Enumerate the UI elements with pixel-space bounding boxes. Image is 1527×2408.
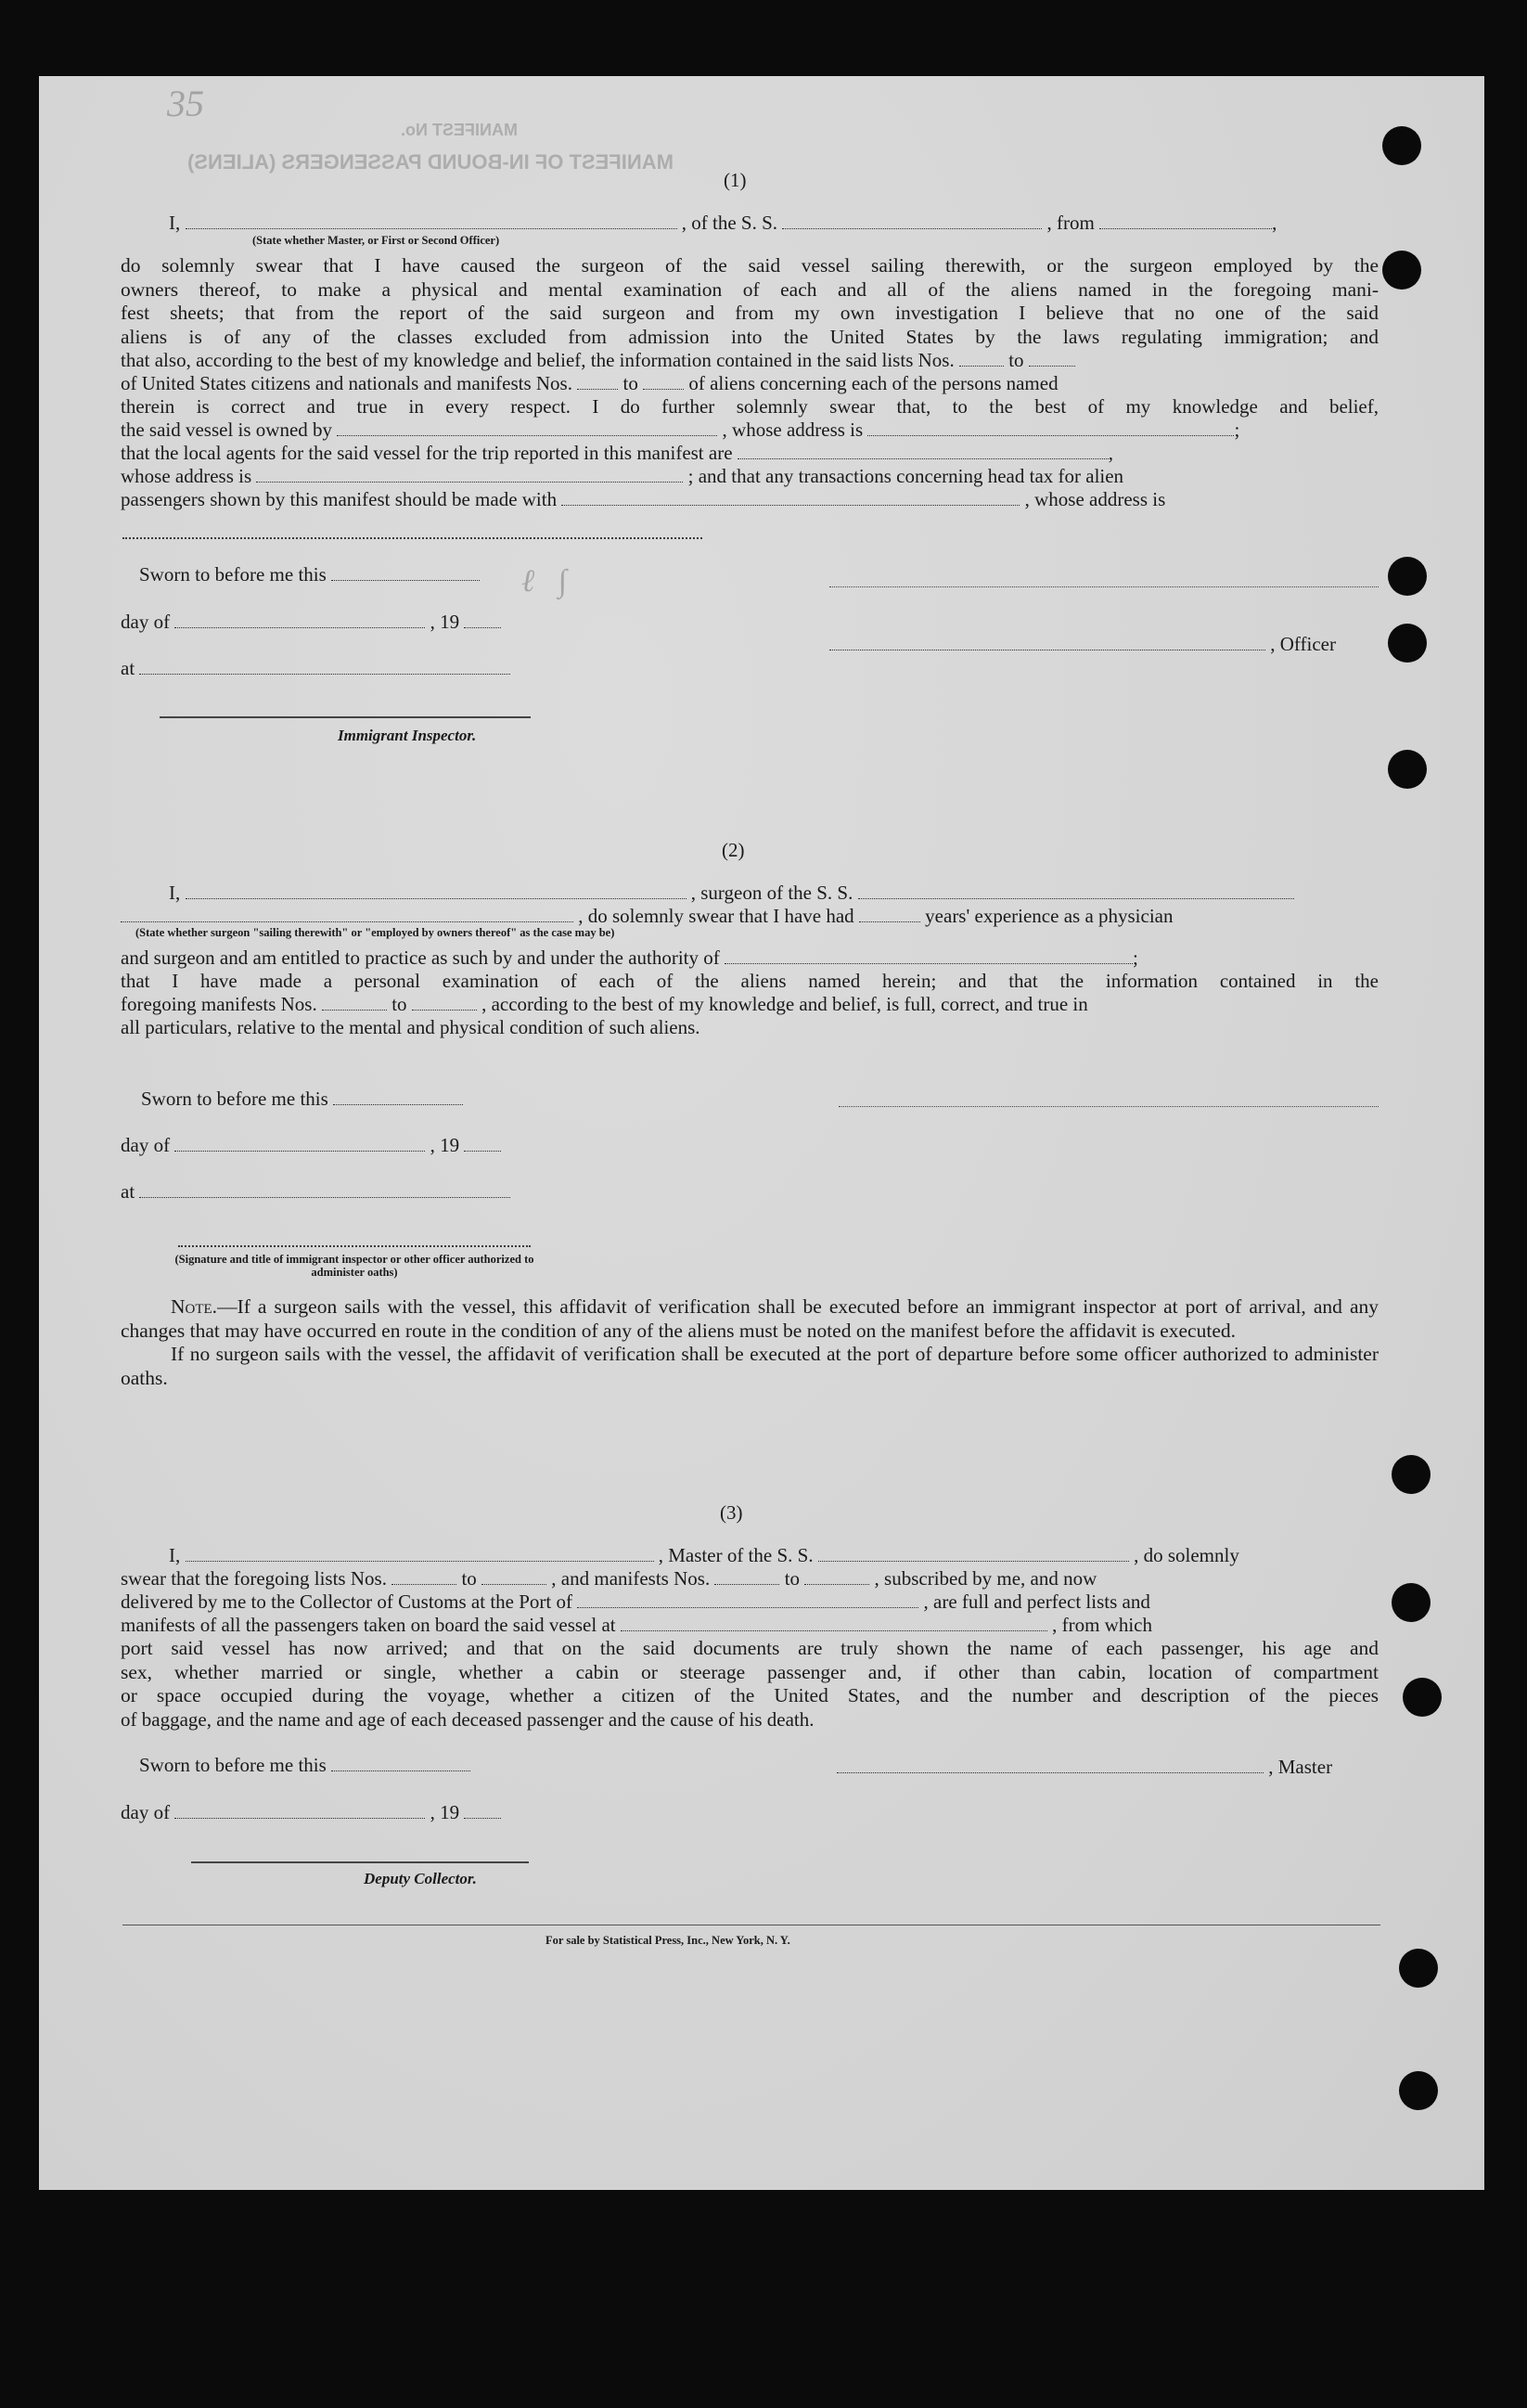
s1-i-label: I,: [169, 212, 181, 234]
s3-solemnly-label: , do solemnly: [1134, 1544, 1239, 1566]
s3-para-line: or space occupied during the voyage, whether a citizen of the United States, and the number and description of the pieces: [121, 1684, 1379, 1707]
s3-boarding-port-field[interactable]: [621, 1625, 1047, 1631]
s1-inspector-signature-line[interactable]: [160, 716, 531, 718]
s1-lists-from-field[interactable]: [959, 360, 1004, 367]
punch-hole: [1399, 1949, 1438, 1988]
s1-at-field[interactable]: [139, 668, 510, 675]
s3-para-line: port said vessel has now arrived; and that on the said documents are truly shown the name of each passenger, his age and: [121, 1637, 1379, 1659]
punch-hole: [1399, 2071, 1438, 2110]
s2-years-label: years' experience as a physician: [925, 905, 1174, 927]
s3-manifest-from-field[interactable]: [714, 1578, 779, 1585]
s1-from-label: , from: [1046, 212, 1095, 234]
s1-officer-signature-field[interactable]: [829, 644, 1265, 650]
s2-vessel-field[interactable]: [858, 893, 1294, 899]
s2-i-label: I,: [169, 882, 181, 904]
bleed-through-manifest: MANIFEST No.: [401, 121, 518, 139]
s1-lists-to-field[interactable]: [1029, 360, 1075, 367]
note-paragraph-1: —If a surgeon sails with the vessel, this affidavit of verification shall be executed before an immigrant inspector at port of arrival, and any changes that may have occurred en route in the condition of any of the aliens must be noted on the manifest before the affidavit is executed.: [121, 1295, 1379, 1342]
s3-lists-from-field[interactable]: [391, 1578, 456, 1585]
faint-stamp-mark: ℓ ∫: [521, 564, 567, 599]
s1-para-line: fest sheets; that from the report of the said surgeon and from my own investigation I believe that no one of the said: [121, 302, 1379, 325]
s2-year-field[interactable]: [464, 1145, 501, 1152]
s3-oath-paragraph: [121, 1637, 1379, 1708]
s3-para-line: sex, whether married or single, whether a cabin or steerage passenger and, if other than cabin, location of compartment: [121, 1660, 1379, 1683]
s1-para-line: do solemnly swear that I have caused the surgeon of the said vessel sailing therewith, or the surgeon employed by the: [121, 254, 1379, 277]
s1-head-tax-agent-field[interactable]: [561, 499, 1020, 506]
form-page: [39, 76, 1484, 2190]
s2-sworn-date-field[interactable]: [333, 1099, 463, 1105]
s2-signature-line[interactable]: [839, 1106, 1379, 1107]
s1-line1-end: ,: [1272, 212, 1277, 234]
s3-boarded-label: manifests of all the passengers taken on board the said vessel at: [121, 1614, 616, 1636]
s2-examination-line: that I have made a personal examination of each of the aliens named herein; and that the information contained in the: [121, 970, 1379, 992]
s2-sworn-label: Sworn to before me this: [141, 1088, 328, 1110]
s1-of-ss-label: , of the S. S.: [681, 212, 778, 234]
s1-officer-name-field[interactable]: [186, 223, 677, 229]
s2-dayof-label: day of: [121, 1134, 171, 1156]
punch-hole: [1392, 1583, 1431, 1622]
section-2-number: (2): [722, 839, 745, 861]
s3-year-field[interactable]: [464, 1812, 501, 1819]
s3-master-signature-field[interactable]: [837, 1767, 1264, 1773]
s3-port-field[interactable]: [577, 1602, 918, 1608]
s1-sworn-date-field[interactable]: [331, 574, 480, 581]
s2-inspector-signature-line[interactable]: [178, 1245, 531, 1247]
s3-manifests-label: , and manifests Nos.: [551, 1567, 711, 1590]
s3-sworn-date-field[interactable]: [331, 1765, 470, 1771]
section-1-number: (1): [724, 169, 747, 191]
section-3-number: (3): [720, 1501, 743, 1524]
s3-master-name-field[interactable]: [186, 1555, 654, 1562]
s1-owned-end: ;: [1234, 419, 1240, 441]
s2-knowledge-label: , according to the best of my knowledge and belief, is full, correct, and true in: [481, 993, 1088, 1015]
s1-inspector-label: Immigrant Inspector.: [338, 727, 477, 744]
s1-correct-line: therein is correct and true in every respect. I do further solemnly swear that, to the best of my knowledge and belief,: [121, 395, 1379, 418]
s1-agent-address-label: , whose address is: [1024, 488, 1166, 510]
s2-authority-field[interactable]: [725, 958, 1133, 964]
s1-lists-line: that also, according to the best of my knowledge and belief, the information contained in the said lists Nos.: [121, 349, 955, 371]
s1-manifest-from-field[interactable]: [577, 383, 618, 390]
s3-from-which-label: , from which: [1052, 1614, 1152, 1636]
s1-owned-label: the said vessel is owned by: [121, 419, 333, 441]
s3-master-ss-label: , Master of the S. S.: [658, 1544, 814, 1566]
punch-hole: [1382, 126, 1421, 165]
s1-manifest-to-field[interactable]: [643, 383, 684, 390]
s1-dayof-label: day of: [121, 611, 171, 633]
s2-at-label: at: [121, 1180, 135, 1203]
s1-citizens-label: of United States citizens and nationals and manifests Nos.: [121, 372, 572, 394]
s2-surgeon-ss-label: , surgeon of the S. S.: [690, 882, 853, 904]
s2-surgeon-name-field[interactable]: [186, 893, 687, 899]
s3-year-label: , 19: [430, 1801, 460, 1823]
s2-years-field[interactable]: [859, 916, 920, 922]
s3-manifest-to-label: to: [784, 1567, 801, 1590]
s2-manifest-from-field[interactable]: [322, 1004, 387, 1011]
s2-authority-label: and surgeon and am entitled to practice as such by and under the authority of: [121, 946, 720, 969]
corner-number: 35: [167, 83, 204, 124]
s1-at-label: at: [121, 657, 135, 679]
s1-signature-line[interactable]: [829, 586, 1379, 587]
s3-subscribed-label: , subscribed by me, and now: [874, 1567, 1097, 1590]
note-label: Note.: [171, 1295, 218, 1318]
s2-surgeon-status-field[interactable]: [121, 916, 573, 922]
s3-lists-label: swear that the foregoing lists Nos.: [121, 1567, 387, 1590]
s2-manifest-to-field[interactable]: [412, 1004, 477, 1011]
s1-agents-field[interactable]: [738, 453, 1109, 459]
s3-dayof-label: day of: [121, 1801, 171, 1823]
s1-vessel-name-field[interactable]: [782, 223, 1042, 229]
punch-hole: [1388, 750, 1427, 789]
s2-manifests-label: foregoing manifests Nos.: [121, 993, 317, 1015]
s3-i-label: I,: [169, 1544, 181, 1566]
punch-hole: [1403, 1678, 1442, 1717]
s1-agents-address-field[interactable]: [256, 476, 683, 483]
s1-manifest-to-label: to: [622, 372, 638, 394]
s1-sworn-label: Sworn to before me this: [139, 563, 327, 586]
printer-imprint: For sale by Statistical Press, Inc., New York, N. Y.: [545, 1934, 790, 1947]
s3-para-last-line: of baggage, and the name and age of each deceased passenger and the cause of his death.: [121, 1708, 815, 1731]
s1-para-line: aliens is of any of the classes excluded from admission into the United States by the laws regulating immigration; and: [121, 325, 1379, 348]
s1-para-line: owners thereof, to make a physical and mental examination of each and all of the aliens named in the foregoing mani-: [121, 277, 1379, 301]
s1-month-field[interactable]: [174, 622, 425, 628]
s2-manifest-to-label: to: [391, 993, 407, 1015]
punch-hole: [1388, 624, 1427, 663]
s3-vessel-field[interactable]: [818, 1555, 1129, 1562]
s2-swear-label: , do solemnly swear that I have had: [578, 905, 854, 927]
s3-master-label: , Master: [1268, 1756, 1333, 1778]
s3-collector-label: Deputy Collector.: [364, 1870, 477, 1887]
s3-manifest-to-field[interactable]: [804, 1578, 869, 1585]
s2-signature-caption: (Signature and title of immigrant inspector or other officer authorized to administer oaths): [174, 1253, 534, 1279]
s1-agents-label: that the local agents for the said vessel for the trip reported in this manifest are: [121, 442, 733, 464]
s1-officer-caption: (State whether Master, or First or Second Officer): [252, 234, 500, 247]
s3-lists-to-label: to: [461, 1567, 477, 1590]
s1-agents-end: ,: [1108, 442, 1114, 464]
s2-month-field[interactable]: [174, 1145, 425, 1152]
punch-hole: [1392, 1455, 1431, 1494]
s1-owner-address-label: , whose address is: [722, 419, 864, 441]
s2-particulars-line: all particulars, relative to the mental and physical condition of such aliens.: [121, 1016, 700, 1038]
s1-owner-field[interactable]: [337, 430, 717, 436]
s1-lists-to-label: to: [1008, 349, 1024, 371]
bleed-through-title: MANIFEST OF IN-BOUND PASSENGERS (ALIENS): [187, 150, 674, 174]
s1-passengers-label: passengers shown by this manifest should be made with: [121, 488, 558, 510]
s3-month-field[interactable]: [174, 1812, 425, 1819]
s1-officer-label: , Officer: [1270, 633, 1336, 655]
punch-hole: [1382, 251, 1421, 290]
s2-note: [121, 1295, 1379, 1390]
s1-from-port-field[interactable]: [1099, 223, 1272, 229]
s2-year-label: , 19: [430, 1134, 460, 1156]
s1-year-label: , 19: [430, 611, 460, 633]
s3-lists-to-field[interactable]: [481, 1578, 546, 1585]
s1-year-field[interactable]: [464, 622, 501, 628]
s2-authority-end: ;: [1133, 946, 1138, 969]
s3-perfect-label: , are full and perfect lists and: [923, 1590, 1150, 1613]
s1-agents-address-label: whose address is: [121, 465, 252, 487]
s1-head-tax-label: ; and that any transactions concerning head tax for alien: [687, 465, 1124, 487]
note-paragraph-2: If no surgeon sails with the vessel, the affidavit of verification shall be executed at the port of departure before some officer authorized to administer oaths.: [121, 1343, 1379, 1389]
s2-at-field[interactable]: [139, 1191, 510, 1198]
s1-oath-paragraph: [121, 254, 1379, 349]
s2-surgeon-caption: (State whether surgeon "sailing therewith" or "employed by owners thereof" as the case may be): [135, 926, 615, 939]
s1-aliens-label: of aliens concerning each of the persons named: [688, 372, 1059, 394]
s3-sworn-label: Sworn to before me this: [139, 1754, 327, 1776]
punch-hole: [1388, 557, 1427, 596]
s1-address-field[interactable]: [122, 537, 702, 539]
s3-collector-signature-line[interactable]: [191, 1861, 529, 1863]
s3-collector-label: delivered by me to the Collector of Customs at the Port of: [121, 1590, 572, 1613]
s1-owner-address-field[interactable]: [867, 430, 1234, 436]
